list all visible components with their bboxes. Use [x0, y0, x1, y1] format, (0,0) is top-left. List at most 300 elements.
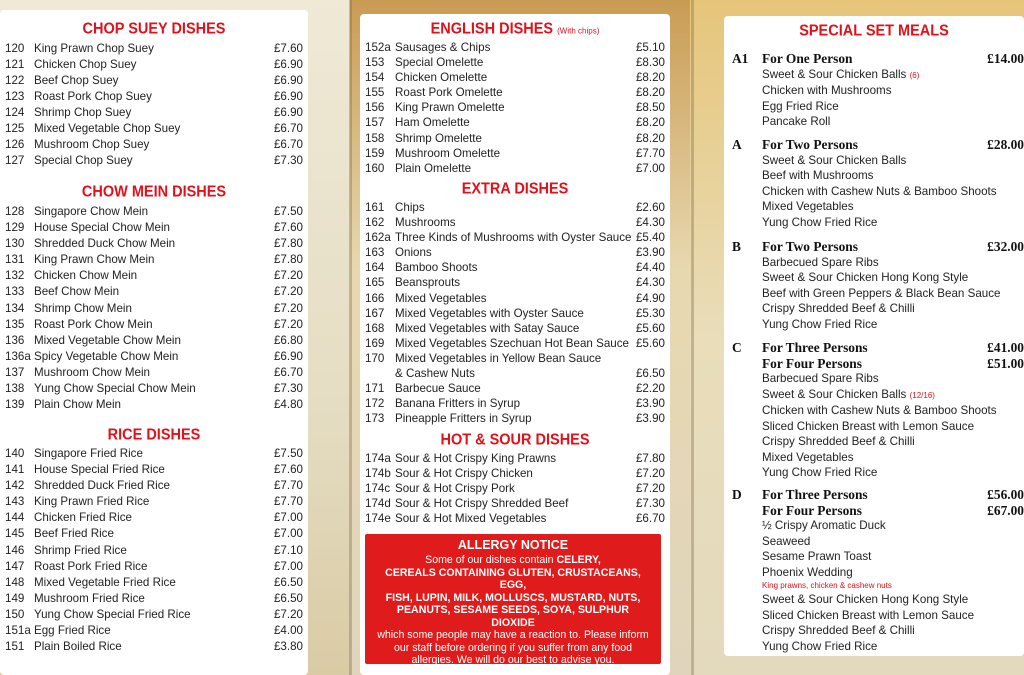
menu-item-number: 174d	[365, 497, 391, 511]
menu-item-number: 155	[365, 86, 385, 100]
menu-item-name: Sour & Hot Crispy Shredded Beef	[395, 497, 569, 511]
menu-item	[5, 121, 303, 137]
menu-item-name: Mixed Vegetables with Oyster Sauce	[395, 306, 584, 320]
menu-item-price: £2.20	[635, 382, 665, 396]
menu-item-name: Chicken Chow Mein	[34, 269, 138, 283]
menu-item-number: 135	[5, 317, 25, 331]
menu-item-name: Roast Pork Chow Mein	[34, 317, 153, 331]
menu-item	[365, 200, 665, 215]
menu-item-name: Shredded Duck Chow Mein	[34, 237, 176, 251]
set-meal-header	[724, 503, 1024, 519]
menu-item-name: King Prawn Chow Mein	[34, 253, 155, 267]
menu-item-price: £7.60	[273, 221, 303, 235]
menu-item-name: Egg Fried Rice	[34, 624, 111, 638]
set-meal-item: Mixed Vegetables	[762, 450, 854, 464]
set-meal-price: £67.00	[987, 502, 1024, 518]
chow-mein-heading: CHOW MEIN DISHES	[81, 183, 227, 201]
menu-item-price: £7.20	[273, 317, 303, 331]
menu-item-name: Yung Chow Special Fried Rice	[34, 607, 191, 621]
menu-item-number: 174c	[365, 482, 391, 496]
menu-item-price: £4.30	[635, 216, 665, 230]
set-meal-code: A1	[732, 51, 749, 66]
menu-item-number: 154	[365, 71, 385, 85]
menu-item-name: Sour & Hot Crispy King Prawns	[395, 452, 557, 465]
set-meal-item-label: Sweet & Sour Chicken Balls	[762, 387, 907, 401]
menu-item-name: Chips	[395, 201, 425, 214]
menu-item-number: 171	[365, 382, 385, 396]
menu-item-number: 151	[5, 640, 25, 654]
menu-item-number: 133	[5, 285, 25, 299]
menu-item-price: £7.60	[273, 463, 303, 477]
set-meal-item: Sweet & Sour Chicken Balls	[762, 153, 907, 167]
allergen-celery: CELERY,	[556, 554, 601, 566]
menu-item-price: £6.50	[635, 367, 665, 381]
set-meal-price: £41.00	[987, 340, 1024, 355]
menu-item-number: 169	[365, 336, 385, 350]
set-meal-name: For One Person	[762, 51, 853, 66]
set-meal-price: £56.00	[987, 487, 1024, 502]
menu-item-name: Beef Fried Rice	[34, 527, 114, 541]
menu-item-price: £6.50	[273, 591, 303, 605]
menu-column-left	[0, 10, 308, 675]
menu-item-price: £6.90	[273, 349, 303, 363]
set-meal-item: Chicken with Cashew Nuts & Bamboo Shoots	[762, 404, 997, 417]
set-meal-header	[724, 137, 1024, 153]
set-meal-code: D	[732, 487, 742, 502]
menu-item	[365, 291, 665, 306]
menu-item-number: 120	[5, 42, 25, 55]
set-meal-price: £51.00	[987, 355, 1024, 371]
menu-item	[365, 336, 665, 351]
menu-item-number: 121	[5, 58, 25, 71]
menu-item-price: £6.90	[273, 90, 303, 103]
menu-item-number: 145	[5, 527, 25, 541]
menu-item-number: 164	[365, 261, 385, 275]
menu-item-name: Chicken Omelette	[395, 71, 488, 85]
set-meal-header	[724, 340, 1024, 356]
menu-item-number: 128	[5, 205, 25, 218]
menu-item	[365, 306, 665, 321]
menu-item-name: Mixed Vegetable Chow Mein	[34, 333, 181, 347]
menu-item	[5, 607, 303, 623]
menu-item-name: King Prawn Omelette	[395, 101, 505, 115]
menu-item	[365, 275, 665, 290]
menu-item-number: 170	[365, 351, 385, 365]
menu-item-number: 140	[5, 447, 25, 460]
menu-item-price: £5.10	[635, 41, 665, 54]
set-meal-header	[724, 356, 1024, 372]
set-meal-item: Sweet & Sour Chicken Hong Kong Style	[762, 271, 969, 284]
menu-item-price: £2.60	[635, 201, 665, 214]
menu-item	[365, 496, 665, 511]
allergy-line: which some people may have a reaction to. Please inform	[377, 629, 649, 641]
menu-item-number: 142	[5, 479, 25, 493]
menu-item	[365, 481, 665, 496]
menu-item-number: 167	[365, 306, 385, 320]
set-meal-header	[724, 239, 1024, 255]
menu-item	[5, 105, 303, 121]
menu-item	[365, 115, 665, 130]
menu-item	[5, 543, 303, 559]
menu-item	[365, 245, 665, 260]
menu-item-name: Shrimp Fried Rice	[34, 543, 127, 557]
menu-item-name: Mixed Vegetables with Satay Sauce	[395, 321, 580, 335]
set-meal-name: For Two Persons	[762, 239, 858, 254]
menu-item	[5, 284, 303, 300]
menu-item-price: £3.90	[635, 246, 665, 260]
menu-item	[5, 494, 303, 510]
menu-item-number: 153	[365, 56, 385, 70]
set-meal-item: Yung Chow Fried Rice	[762, 215, 878, 229]
menu-item-number: 163	[365, 246, 385, 260]
menu-item-number: 157	[365, 116, 385, 130]
menu-item-number: 151a	[5, 624, 31, 638]
menu-item-number: 125	[5, 122, 25, 135]
menu-item	[5, 252, 303, 268]
menu-column-right	[724, 16, 1024, 656]
menu-item	[5, 73, 303, 89]
menu-item-name: Roast Pork Fried Rice	[34, 559, 148, 573]
set-meal-item: Chicken with Mushrooms	[762, 84, 892, 97]
menu-item-price: £5.60	[635, 321, 665, 335]
chop-suey-heading: CHOP SUEY DISHES	[82, 20, 226, 38]
menu-item-name: Banana Fritters in Syrup	[395, 397, 521, 411]
menu-item	[5, 153, 303, 169]
set-meal-c	[724, 340, 1024, 481]
menu-item-price: £4.30	[635, 276, 665, 290]
allergen-line: CEREALS CONTAINING GLUTEN, CRUSTACEANS, EGG,	[385, 566, 641, 591]
allergy-line: our staff before ordering if you suffer from any food	[393, 641, 633, 654]
set-meal-a	[724, 137, 1024, 230]
allergy-text	[365, 552, 661, 667]
menu-item	[5, 57, 303, 73]
menu-item-name: Mushroom Omelette	[395, 146, 501, 160]
menu-item-name: Singapore Fried Rice	[34, 447, 143, 460]
menu-item-name: Beef Chop Suey	[34, 74, 119, 87]
menu-item	[5, 639, 303, 655]
set-meals-heading: SPECIAL SET MEALS	[799, 22, 949, 40]
menu-item-name: Plain Boiled Rice	[34, 640, 122, 654]
menu-item-name: Plain Chow Mein	[34, 398, 121, 412]
menu-item-price: £8.50	[635, 101, 665, 115]
menu-item-name: Roast Pork Omelette	[395, 86, 503, 100]
menu-item-number: 127	[5, 154, 25, 167]
menu-item	[365, 411, 665, 426]
menu-item-name: Mixed Vegetable Fried Rice	[34, 575, 176, 589]
menu-item	[5, 397, 303, 413]
menu-item	[365, 100, 665, 115]
menu-item-number: 168	[365, 321, 385, 335]
set-meal-item-label: Sweet & Sour Chicken Balls	[762, 67, 907, 81]
set-meal-b	[724, 239, 1024, 332]
menu-item	[365, 451, 665, 466]
menu-item-number: 162a	[365, 231, 391, 245]
menu-item-number: 158	[365, 131, 385, 145]
menu-item-number: 129	[5, 221, 25, 235]
panel-fold	[349, 0, 352, 675]
set-meal-price: £14.00	[987, 51, 1024, 66]
menu-item-number: 143	[5, 495, 25, 509]
menu-item-price: £6.90	[273, 58, 303, 71]
menu-item-price: £4.40	[635, 261, 665, 275]
menu-item-price: £7.00	[273, 511, 303, 525]
menu-item-number: 160	[365, 161, 385, 175]
menu-item-number: 126	[5, 138, 25, 151]
menu-item-number: 174a	[365, 452, 391, 465]
set-meal-a1	[724, 51, 1024, 130]
menu-item	[5, 41, 303, 57]
set-meal-item: Sliced Chicken Breast with Lemon Sauce	[762, 608, 975, 622]
menu-item-price: £6.70	[273, 138, 303, 151]
set-meal-item: Yung Chow Fried Rice	[762, 639, 878, 653]
menu-item-name: Mixed Vegetables Szechuan Hot Bean Sauce	[395, 336, 629, 350]
menu-item-price: £4.00	[273, 624, 303, 638]
menu-item-price: £6.70	[635, 512, 665, 526]
allergy-notice	[365, 534, 661, 664]
rice-list	[5, 446, 303, 655]
extra-dishes-heading: EXTRA DISHES	[461, 180, 569, 198]
menu-item-price: £3.90	[635, 412, 665, 426]
menu-column-middle	[360, 14, 670, 675]
menu-item	[5, 204, 303, 220]
menu-item	[5, 89, 303, 105]
set-meal-item: Egg Fried Rice	[762, 99, 839, 113]
menu-item-price: £3.90	[635, 397, 665, 411]
menu-item-number: 123	[5, 90, 25, 103]
menu-item	[5, 462, 303, 478]
set-meal-header	[724, 487, 1024, 503]
english-dishes-list	[365, 40, 665, 176]
english-dishes-title: ENGLISH DISHES	[430, 20, 554, 38]
set-meal-item: Phoenix Wedding	[762, 565, 853, 579]
menu-item	[5, 333, 303, 349]
menu-item-name: Mushroom Fried Rice	[34, 591, 145, 605]
menu-item	[365, 70, 665, 85]
menu-item	[365, 40, 665, 55]
allergy-line: allergies. We will do our best to advise you.	[411, 654, 615, 666]
menu-item-price: £6.50	[273, 575, 303, 589]
menu-item	[5, 365, 303, 381]
set-meal-item: Yung Chow Fried Rice	[762, 466, 878, 479]
menu-item	[5, 591, 303, 607]
set-meal-item: Barbecued Spare Ribs	[762, 255, 879, 269]
menu-item-name: Yung Chow Special Chow Mein	[34, 382, 196, 396]
menu-item	[365, 55, 665, 70]
menu-item-price: £7.20	[273, 301, 303, 315]
menu-item	[5, 559, 303, 575]
menu-item-price: £7.00	[273, 527, 303, 541]
menu-item-price: £7.70	[273, 495, 303, 509]
menu-item-name: King Prawn Chop Suey	[34, 42, 154, 55]
hot-sour-list	[365, 451, 665, 526]
set-meal-code: A	[732, 137, 742, 152]
set-meal-item: Sweet & Sour Chicken Hong Kong Style	[762, 593, 969, 606]
extra-dishes-list	[365, 200, 665, 426]
menu-item	[365, 215, 665, 230]
menu-item-price: £7.60	[273, 42, 303, 55]
allergen-line: FISH, LUPIN, MILK, MOLLUSCS, MUSTARD, NUTS,	[385, 591, 641, 604]
menu-item	[5, 575, 303, 591]
menu-item-number: 137	[5, 365, 25, 379]
menu-item-price: £7.80	[635, 452, 665, 465]
english-dishes-heading	[360, 20, 670, 37]
menu-item-name: Sausages & Chips	[395, 41, 491, 54]
menu-item-price: £7.20	[273, 285, 303, 299]
menu-item-name: Spicy Vegetable Chow Mein	[34, 349, 179, 363]
set-meal-item: Chicken with Cashew Nuts & Bamboo Shoots	[762, 184, 997, 198]
menu-item-number: 141	[5, 463, 25, 477]
menu-item-name: Mixed Vegetables in Yellow Bean Sauce	[395, 351, 602, 365]
phoenix-wedding-note: King prawns, chicken & cashew nuts	[762, 581, 892, 590]
set-meal-item: Yung Chow Fried Rice	[762, 317, 878, 331]
menu-item-price: £8.20	[635, 86, 665, 100]
menu-item-number: 122	[5, 74, 25, 87]
menu-item-price: £5.40	[635, 231, 665, 245]
menu-item-number: 174e	[365, 512, 391, 526]
menu-item-name: Beansprouts	[395, 276, 461, 290]
menu-item-number: 162	[365, 216, 385, 230]
set-meal-item	[724, 387, 1024, 404]
menu-item-price: £7.00	[635, 161, 665, 175]
set-meal-name: For Four Persons	[762, 355, 862, 371]
menu-item	[5, 236, 303, 252]
menu-item-number: 147	[5, 559, 25, 573]
menu-item-number: 172	[365, 397, 385, 411]
menu-item-name: Chicken Chop Suey	[34, 58, 137, 71]
set-meal-name: For Three Persons	[762, 487, 868, 502]
menu-item	[5, 220, 303, 236]
menu-item-price: £8.20	[635, 131, 665, 145]
menu-item-name: Roast Pork Chop Suey	[34, 90, 152, 103]
menu-item-name: Shrimp Chow Mein	[34, 301, 132, 315]
menu-item-number: 156	[365, 101, 385, 115]
menu-item-price: £7.70	[635, 146, 665, 160]
menu-item-price: £7.00	[273, 559, 303, 573]
hot-sour-heading: HOT & SOUR DISHES	[440, 431, 590, 449]
menu-item-price: £8.20	[635, 71, 665, 85]
menu-item-price: £4.90	[635, 291, 665, 305]
set-meal-price: £32.00	[987, 239, 1024, 254]
menu-item-price: £7.20	[273, 269, 303, 283]
menu-item-price: £6.90	[273, 74, 303, 87]
menu-item	[5, 510, 303, 526]
menu-item-name: Chicken Fried Rice	[34, 511, 132, 525]
menu-item-price: £7.50	[273, 447, 303, 460]
set-meal-price: £28.00	[987, 137, 1024, 152]
menu-item-name: Mushroom Chow Mein	[34, 365, 150, 379]
menu-item	[5, 623, 303, 639]
menu-item-price: £7.10	[273, 543, 303, 557]
set-meal-item: Mixed Vegetables	[762, 200, 854, 213]
menu-item	[365, 85, 665, 100]
menu-item-number: 161	[365, 201, 385, 214]
menu-item	[365, 366, 665, 381]
set-meal-item: Barbecued Spare Ribs	[762, 372, 879, 385]
english-dishes-subtitle: (With chips)	[557, 25, 600, 36]
menu-item	[365, 230, 665, 245]
menu-item	[365, 381, 665, 396]
menu-item-price: £7.70	[273, 479, 303, 493]
set-meal-item: Beef with Green Peppers & Black Bean Sauce	[762, 286, 1001, 300]
menu-item-name: Shrimp Chop Suey	[34, 106, 132, 119]
menu-item-price: £7.50	[273, 205, 303, 218]
menu-item-number: 131	[5, 253, 25, 267]
menu-item	[365, 466, 665, 481]
menu-item-name: & Cashew Nuts	[395, 367, 475, 381]
menu-item-number: 144	[5, 511, 25, 525]
menu-item-name: Special Omelette	[395, 56, 484, 70]
menu-item	[5, 446, 303, 462]
menu-item	[5, 526, 303, 542]
menu-item-price: £3.80	[273, 640, 303, 654]
menu-item-name: Special Chop Suey	[34, 154, 133, 167]
set-meal-item: Crispy Shredded Beef & Chilli	[762, 302, 915, 315]
chop-suey-list	[5, 41, 303, 169]
allergy-line: Some of our dishes contain	[425, 554, 554, 566]
menu-item-price: £8.30	[635, 56, 665, 70]
menu-item-number: 166	[365, 291, 385, 305]
menu-item-name: Beef Chow Mein	[34, 285, 120, 299]
menu-item	[365, 131, 665, 146]
menu-item-price: £6.70	[273, 122, 303, 135]
chow-mein-list	[5, 204, 303, 413]
menu-item-number: 146	[5, 543, 25, 557]
set-meal-d	[724, 487, 1024, 654]
menu-item-price: £5.60	[635, 336, 665, 350]
menu-item	[5, 137, 303, 153]
quantity-note: (6)	[909, 70, 920, 80]
set-meal-item: Crispy Shredded Beef & Chilli	[762, 435, 915, 448]
menu-item-number: 130	[5, 237, 25, 251]
set-meal-item	[724, 67, 1024, 84]
menu-item-name: Mixed Vegetables	[395, 291, 487, 305]
menu-item	[365, 321, 665, 336]
panel-fold	[691, 0, 694, 675]
menu-item-price: £7.30	[273, 382, 303, 396]
menu-item-number: 159	[365, 146, 385, 160]
menu-item-name: Bamboo Shoots	[395, 261, 478, 275]
menu-item-name: Pineapple Fritters in Syrup	[395, 412, 532, 426]
menu-item-price: £7.20	[635, 482, 665, 496]
menu-item-name: Three Kinds of Mushrooms with Oyster Sauce	[395, 231, 632, 245]
set-meal-item: Pancake Roll	[762, 115, 831, 128]
menu-item	[5, 381, 303, 397]
menu-item-price: £8.20	[635, 116, 665, 130]
menu-item-number: 165	[365, 276, 385, 290]
menu-item-name: Plain Omelette	[395, 161, 472, 175]
menu-item-price: £7.80	[273, 253, 303, 267]
set-meal-code: B	[732, 239, 741, 254]
menu-item	[5, 268, 303, 284]
rice-heading: RICE DISHES	[107, 426, 201, 444]
menu-item	[365, 396, 665, 411]
set-meal-item: ½ Crispy Aromatic Duck	[762, 519, 886, 532]
set-meal-item: Sliced Chicken Breast with Lemon Sauce	[762, 419, 975, 433]
menu-item-name: Shredded Duck Fried Rice	[34, 479, 170, 493]
menu-item-price: £4.80	[273, 398, 303, 412]
menu-item	[365, 161, 665, 176]
menu-item-number: 173	[365, 412, 385, 426]
menu-item	[365, 260, 665, 275]
set-meal-name: For Three Persons	[762, 340, 868, 355]
menu-item	[5, 349, 303, 365]
menu-item-price: £7.20	[273, 607, 303, 621]
menu-item-number: 124	[5, 106, 25, 119]
menu-item-number: 136a	[5, 349, 31, 363]
menu-item	[5, 301, 303, 317]
menu-item-price: £7.30	[635, 497, 665, 511]
set-meal-item: Crispy Shredded Beef & Chilli	[762, 624, 915, 637]
